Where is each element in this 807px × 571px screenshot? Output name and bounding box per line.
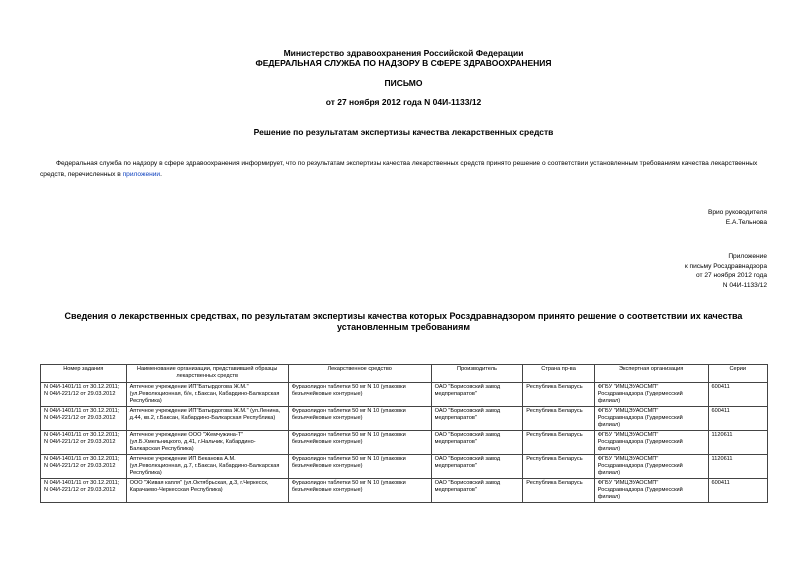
body-text-end: . (160, 171, 162, 178)
header-manufacturer: Производитель (431, 365, 523, 383)
cell-expert-org: ФГБУ "ИМЦЭУАОСМП" Росздравнадзора (Гудермесский филиал) (594, 479, 708, 503)
cell-organization: Аптечное учреждение ИП"Батырдогова Ж.М." (ул.Ленина, д.44, кв.2, г.Баксан, Кабардино-Балкарская Республика) (126, 407, 288, 431)
appendix-number: N 04И-1133/12 (722, 281, 767, 289)
signature-name: Е.А.Тельнова (725, 218, 767, 226)
table-row (41, 383, 768, 407)
cell-country: Республика Беларусь (523, 431, 594, 455)
ministry-title: Министерство здравоохранения Российской Федерации (283, 48, 524, 58)
cell-country: Республика Беларусь (523, 479, 594, 503)
header-country: Страна пр-ва (523, 365, 594, 383)
cell-organization: ООО "Живая капля" (ул.Октябрьская, д.3, г.Черкесск, Карачаево-Черкесская Республика) (126, 479, 288, 503)
table-row (41, 455, 768, 479)
cell-medicine: Фуразолидон таблетки 50 мг N 10 (упаковки безъячейковые контурные) (288, 383, 431, 407)
header-medicine: Лекарственное средство (288, 365, 431, 383)
cell-manufacturer: ОАО "Борисовский завод медпрепаратов" (431, 455, 523, 479)
table-row (41, 479, 768, 503)
cell-manufacturer: ОАО "Борисовский завод медпрепаратов" (431, 431, 523, 455)
appendix-label: Приложение (728, 253, 767, 260)
cell-medicine: Фуразолидон таблетки 50 мг N 10 (упаковки безъячейковые контурные) (288, 407, 431, 431)
header-series: Серии (708, 365, 767, 383)
cell-organization: Аптечное учреждение ИП"Батырдогова Ж.М." (ул.Революционная, б/н, г.Баксан, Кабардино-Балкарская Республика) (126, 383, 288, 407)
header-expert-org: Экспертная организация (594, 365, 708, 383)
cell-expert-org: ФГБУ "ИМЦЭУАОСМП" Росздравнадзора (Гудермесский филиал) (594, 431, 708, 455)
cell-expert-org: ФГБУ "ИМЦЭУАОСМП" Росздравнадзора (Гудермесский филиал) (594, 383, 708, 407)
table-row (41, 407, 768, 431)
table-title: Сведения о лекарственных средствах, по результатам экспертизы качества которых Росздравнадзором принято решение о соответствии их качества установленным требованиям (64, 311, 743, 332)
document-subject: Решение по результатам экспертизы качества лекарственных средств (253, 127, 554, 137)
signature-position: Врио руководителя (707, 209, 767, 216)
body-paragraph (40, 158, 767, 180)
appendix-date: от 27 ноября 2012 года (696, 272, 767, 279)
signature-block (708, 208, 767, 227)
cell-series: 600411 (708, 383, 767, 407)
body-text: Федеральная служба по надзору в сфере здравоохранения информирует, что по результатам экспертизы качества лекарственных средств принято решение о соответствии установленным требованиям качества лекарственных средств, перечисленных в (40, 160, 758, 178)
cell-series: 600411 (708, 479, 767, 503)
table-header-row (41, 365, 768, 383)
cell-manufacturer: ОАО "Борисовский завод медпрепаратов" (431, 383, 523, 407)
cell-task-number: N 04И-1401/11 от 30.12.2011; N 04И-221/12 от 29.03.2012 (41, 479, 127, 503)
cell-manufacturer: ОАО "Борисовский завод медпрепаратов" (431, 479, 523, 503)
cell-series: 1120611 (708, 431, 767, 455)
cell-series: 600411 (708, 407, 767, 431)
cell-country: Республика Беларусь (523, 455, 594, 479)
cell-medicine: Фуразолидон таблетки 50 мг N 10 (упаковки безъячейковые контурные) (288, 455, 431, 479)
cell-organization: Аптечное учреждение ИП Беканова А.М. (ул.Революционная, д.7, г.Баксан, Кабардино-Балкарская Республика) (126, 455, 288, 479)
document-type: ПИСЬМО (384, 78, 423, 88)
appendix-block (685, 252, 767, 290)
cell-expert-org: ФГБУ "ИМЦЭУАОСМП" Росздравнадзора (Гудермесский филиал) (594, 455, 708, 479)
document-date: от 27 ноября 2012 года N 04И-1133/12 (325, 97, 482, 107)
medicines-table (40, 364, 768, 503)
cell-series: 1120611 (708, 455, 767, 479)
cell-task-number: N 04И-1401/11 от 30.12.2011; N 04И-221/12 от 29.03.2012 (41, 431, 127, 455)
cell-task-number: N 04И-1401/11 от 30.12.2011; N 04И-221/12 от 29.03.2012 (41, 407, 127, 431)
cell-task-number: N 04И-1401/11 от 30.12.2011; N 04И-221/12 от 29.03.2012 (41, 383, 127, 407)
cell-country: Республика Беларусь (523, 407, 594, 431)
cell-organization: Аптечное учреждение ООО "Жемчужина-Т" (ул.Б.Хмельницкого, д.41, г.Нальчик, Кабардино-Балкарская Республика) (126, 431, 288, 455)
cell-task-number: N 04И-1401/11 от 30.12.2011; N 04И-221/12 от 29.03.2012 (41, 455, 127, 479)
appendix-ref: к письму Росздравнадзора (684, 262, 767, 270)
header-task-number: Номер задания (41, 365, 127, 383)
service-title: ФЕДЕРАЛЬНАЯ СЛУЖБА ПО НАДЗОРУ В СФЕРЕ ЗДРАВООХРАНЕНИЯ (255, 58, 552, 68)
cell-expert-org: ФГБУ "ИМЦЭУАОСМП" Росздравнадзора (Гудермесский филиал) (594, 407, 708, 431)
cell-medicine: Фуразолидон таблетки 50 мг N 10 (упаковки безъячейковые контурные) (288, 479, 431, 503)
header-organization: Наименование организации, представившей образцы лекарственных средств (126, 365, 288, 383)
appendix-link[interactable]: приложении (122, 171, 161, 178)
cell-medicine: Фуразолидон таблетки 50 мг N 10 (упаковки безъячейковые контурные) (288, 431, 431, 455)
cell-manufacturer: ОАО "Борисовский завод медпрепаратов" (431, 407, 523, 431)
cell-country: Республика Беларусь (523, 383, 594, 407)
table-row (41, 431, 768, 455)
